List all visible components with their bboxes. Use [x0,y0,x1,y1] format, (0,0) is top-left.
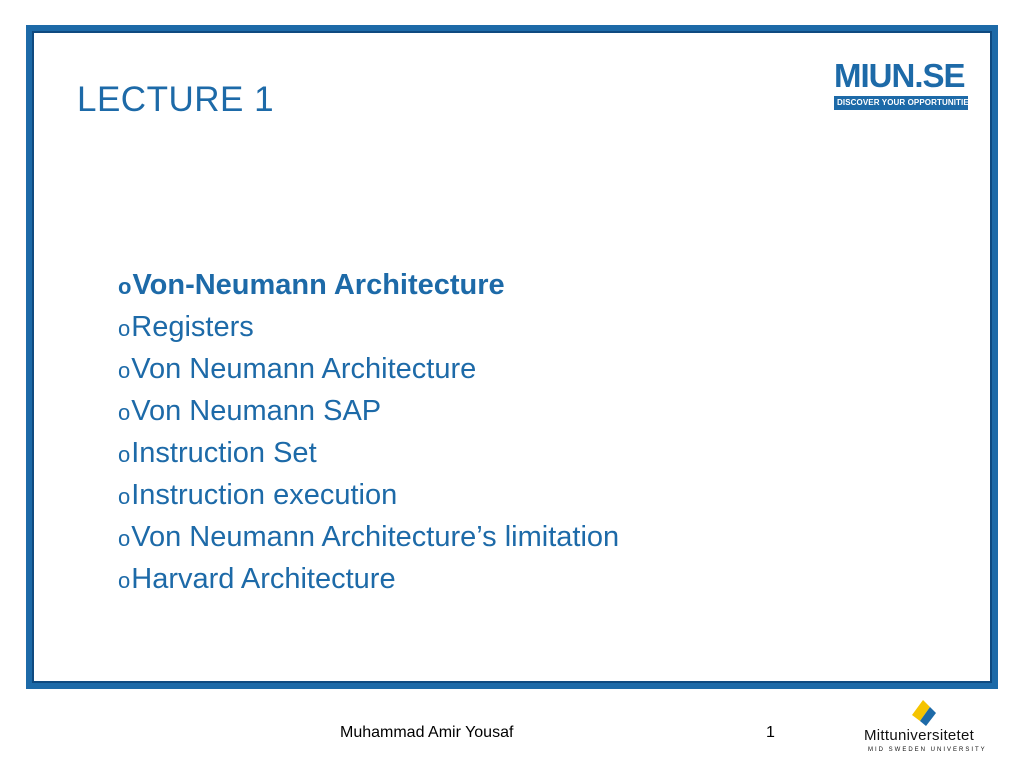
list-item [118,349,619,391]
list-item-text: Instruction Set [131,437,317,469]
bullet-marker: o [118,484,131,509]
list-item-text: Instruction execution [131,479,398,511]
footer-author: Muhammad Amir Yousaf [340,724,514,741]
logo-name: Mittuniversitetet [864,727,975,744]
bullet-marker: o [118,526,131,551]
miun-brand-logo [834,57,975,110]
list-item [118,433,619,475]
logo-subtitle: MID SWEDEN UNIVERSITY [868,747,987,753]
list-item [118,265,619,307]
bullet-marker: o [118,274,132,299]
bullet-marker: o [118,316,131,341]
topic-list [118,265,619,601]
list-item-text: Von Neumann Architecture [131,353,477,385]
list-item-text: Von Neumann Architecture’s limitation [131,521,620,553]
list-item [118,475,619,517]
list-item [118,307,619,349]
list-item [118,391,619,433]
list-item-text: Von Neumann SAP [131,395,382,427]
brand-tagline: DISCOVER YOUR OPPORTUNITIES [834,96,968,110]
list-item-text: Registers [131,311,254,343]
bullet-marker: o [118,568,131,593]
brand-name: MIUN.SE [834,57,965,94]
university-logo [864,697,994,761]
list-item-text: Harvard Architecture [131,563,396,595]
slide-title: LECTURE 1 [77,80,275,119]
bullet-marker: o [118,358,131,383]
bullet-marker: o [118,400,131,425]
list-item-text: Von-Neumann Architecture [132,269,505,301]
list-item [118,517,619,559]
list-item [118,559,619,601]
university-emblem-icon [908,697,938,727]
page-number: 1 [766,724,775,741]
bullet-marker: o [118,442,131,467]
